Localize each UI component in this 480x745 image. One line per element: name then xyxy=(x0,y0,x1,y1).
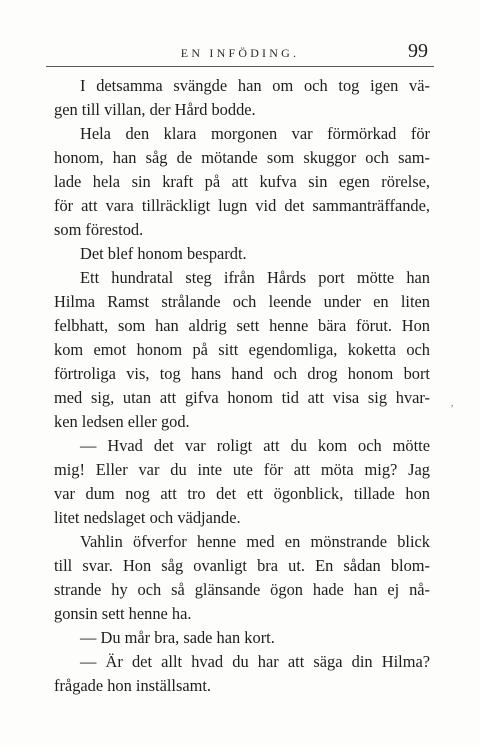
text-line: för att vara tillräckligt lugn vid det sammanträffande, xyxy=(54,196,430,215)
text-line: Hilma Ramst strålande och leende under en liten xyxy=(54,292,430,311)
page-number: 99 xyxy=(408,40,428,62)
running-title: EN INFÖDING. xyxy=(180,46,300,60)
text-line: Hela den klara morgonen var förmörkad för xyxy=(80,124,430,143)
text-line: litet nedslaget och vädjande. xyxy=(54,508,241,527)
ink-mark: , xyxy=(451,398,454,408)
text-line: lade hela sin kraft på att kufva sin egen rörelse, xyxy=(54,172,430,191)
text-line: var dum nog att tro det ett ögonblick, tillade hon xyxy=(54,484,430,503)
text-line: Det blef honom bespardt. xyxy=(80,244,247,263)
text-line: — Du mår bra, sade han kort. xyxy=(80,628,275,647)
running-head xyxy=(0,40,480,64)
text-line: honom, han såg de mötande som skuggor och sam- xyxy=(54,148,430,167)
text-line: ken ledsen eller god. xyxy=(54,412,190,431)
text-line: förtroliga vis, tog hans hand och drog honom bort xyxy=(54,364,430,383)
text-line: — Är det allt hvad du har att säga din Hilma? xyxy=(80,652,430,671)
text-line: mig! Eller var du inte ute för att möta mig? Jag xyxy=(54,460,430,479)
text-line: gonsin sett henne ha. xyxy=(54,604,192,623)
text-line: Vahlin öfverfor henne med en mönstrande blick xyxy=(80,532,430,551)
text-line: med sig, utan att gifva honom tid att visa sig hvar- xyxy=(54,388,430,407)
text-line: kom emot honom på sitt egendomliga, koketta och xyxy=(54,340,430,359)
text-line: till svar. Hon såg ovanligt bra ut. En sådan blom- xyxy=(54,556,430,575)
text-line: som förestod. xyxy=(54,220,144,239)
text-line: felbhatt, som han aldrig sett henne bära förut. Hon xyxy=(54,316,430,335)
text-line: I detsamma svängde han om och tog igen vä- xyxy=(80,76,430,95)
text-line: gen till villan, der Hård bodde. xyxy=(54,100,256,119)
text-line: strande hy och så glänsande ögon hade han ej nå- xyxy=(54,580,430,599)
text-line: frågade hon inställsamt. xyxy=(54,676,212,695)
header-rule xyxy=(46,66,434,67)
text-line: — Hvad det var roligt att du kom och mötte xyxy=(80,436,430,455)
body-text xyxy=(54,74,430,698)
text-line: Ett hundratal steg ifrån Hårds port mötte han xyxy=(80,268,430,287)
